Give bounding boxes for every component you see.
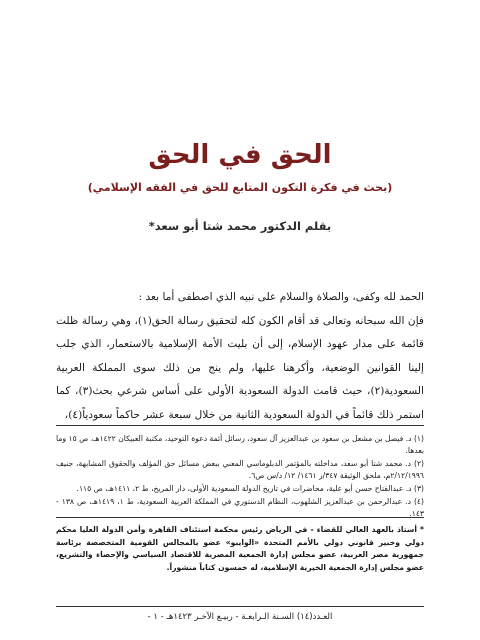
footer-divider: [56, 606, 424, 607]
footnote: (٣) د. عبدالفتاح حسن أبو علية، محاضرات في تاريخ الدولة السعودية الأولى، دار المريخ، ط ٢، ١٤١١هـ، ص ١١٥.: [76, 484, 424, 493]
footnotes: [56, 433, 424, 521]
author-note: * أستاذ بالعهد العالي للقضاء - في الرياض رئيس محكمة استئناف القاهرة وأمن الدولة العليا محكم دولي وخبير قانوني دولي بالأمم المتحدة «الوايبو» عضو بالمجالس القومية المتخصصة برئاسة جمهورية مصر العربية، عضو مجلس إدارة الجمعية المصرية للاقتصاد السياسي والإحصاء والتشريع، عضو مجلس إدارة الجمعية الخيرية الإسلامية، له خمسون كتاباً منشوراً.: [56, 525, 424, 572]
footnote: (١) د. فيصل بن مشعل بن سعود بن عبدالعزيز آل سعود، رسائل أئمة دعوة التوحيد، مكتبة العبيكان ١٤٢٢هـ، ص ١٥ وما بعدها.: [56, 434, 424, 455]
article-subtitle: (بحث في فكرة التكون المتابع للحق في الفقه الإسلامي): [87, 181, 393, 194]
article-body: [56, 286, 424, 427]
footnote: (٤) د. عبدالرحمن بن عبدالعزيز الشلهوب، النظام الدستوري في المملكة العربية السعودية، ط ١، ١٤١٩هـ، ص ١٣٨ - ١٤٣.: [56, 497, 424, 518]
footnote: (٢) د. محمد شتا أبو سعد، مداخلته بالمؤتمر الدبلوماسي المعني ببعض مسائل حق المؤلف والحقوق المشابهة، جنيف ٢/١٢/١٩٩٦م، ملحق الوثيقة ٣٤٧/ر ١٤٦١/ ١٢/ د/س ص٦.: [56, 459, 424, 480]
page-footer: العـدد(١٤) السـنة الـرابعـة - ربيـع الآخـر ١٤٢٣هـ - ١ -: [147, 612, 333, 622]
article-author: بقلم الدكتور محمد شتا أبو سعد*: [148, 219, 332, 233]
footnote-divider: [56, 425, 424, 426]
body-paragraph: فإن الله سبحانه وتعالى قد أقام الكون كله لتحقيق رسالة الحق(١)، وهي رسالة ظلت قائمة على مدار عهود الإسلام، إلى أن بليت الأمة الإسلامية بالاستعمار، الذي جلب إلينا القوانين الوضعية، وأكرهنا عليها، ولم ينج من ذلك سوى المملكة العربية السعودية(٢)، حيث قامت الدولة السعودية الأولى على أساس شرعي بحث(٣)، كما استمر ذلك قائماً في الدولة السعودية الثانية من خلال سبعة عشر حاكماً سعودياً(٤)،: [56, 314, 424, 421]
article-title: الحق في الحق: [148, 140, 332, 170]
author-note-divider: [56, 517, 424, 518]
intro-line: الحمد لله وكفى، والصلاة والسلام على نبيه الذي اصطفى أما بعد :: [138, 291, 424, 303]
